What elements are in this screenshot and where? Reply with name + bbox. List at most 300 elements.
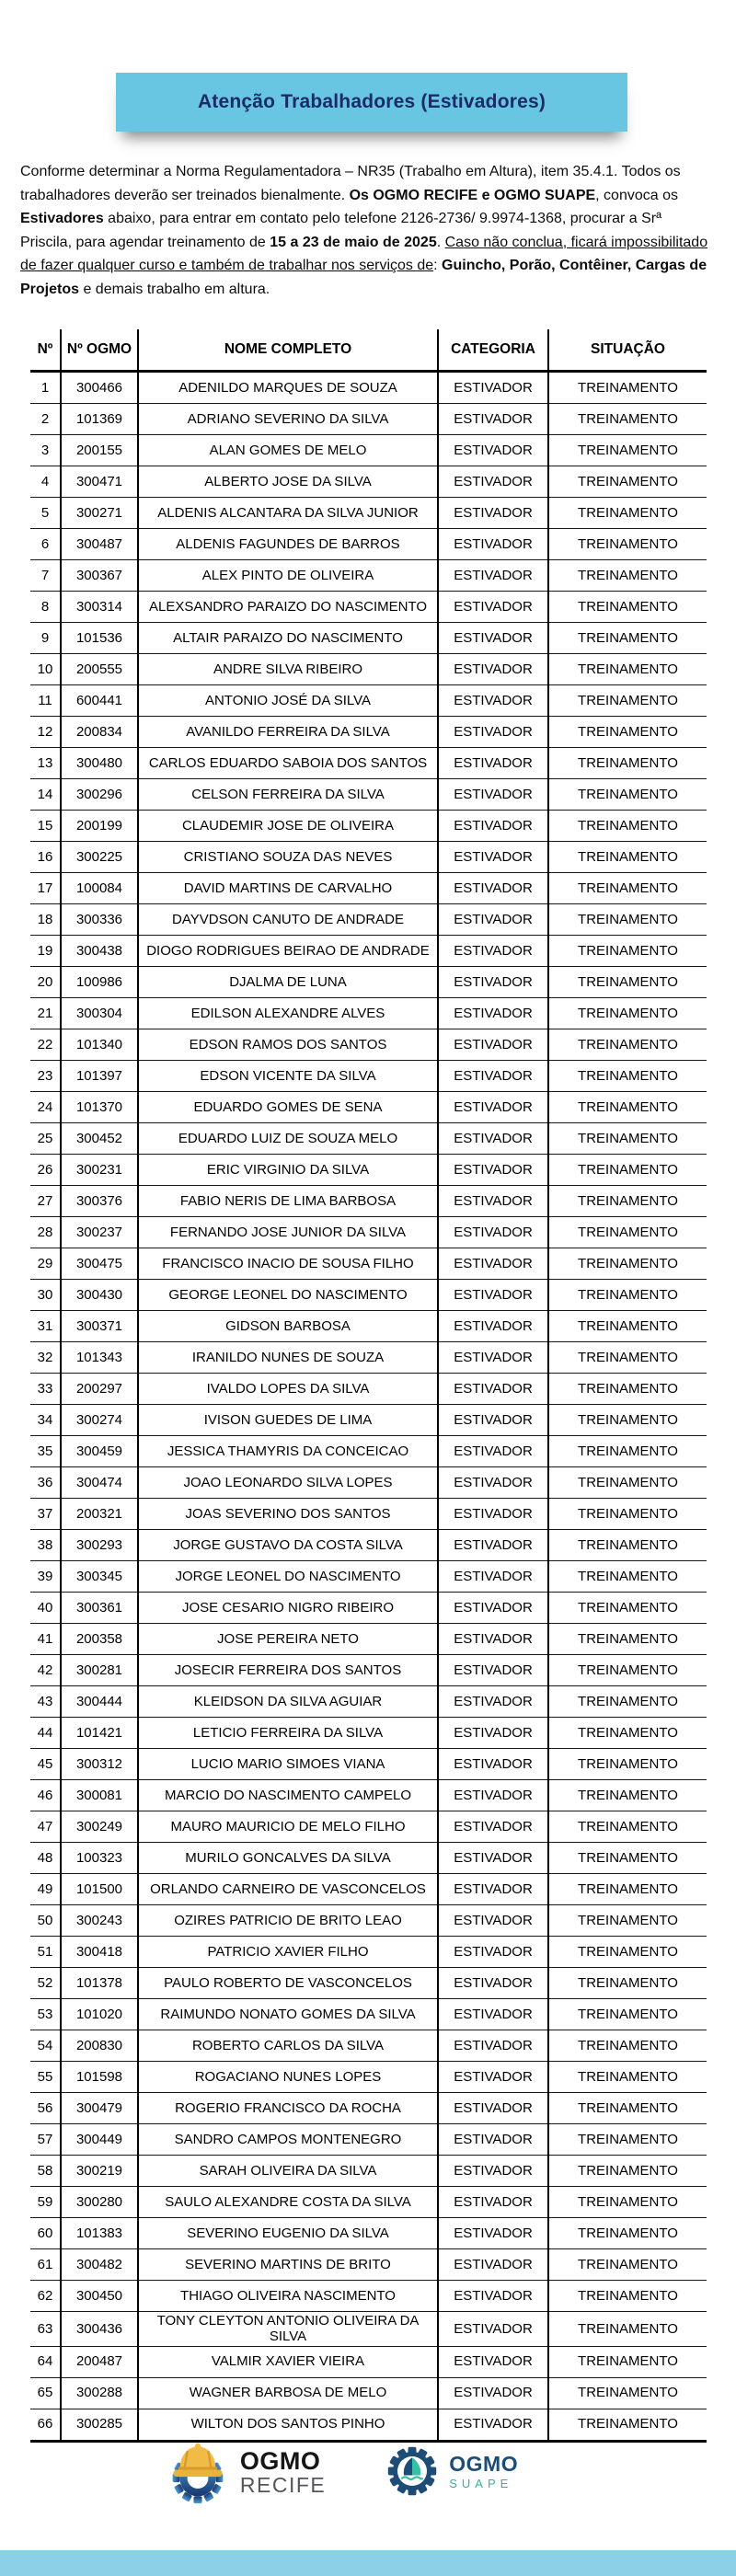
full-name: ROGERIO FRANCISCO DA ROCHA bbox=[138, 2093, 438, 2124]
full-name: ALAN GOMES DE MELO bbox=[138, 435, 438, 466]
ogmo-number: 101536 bbox=[61, 623, 138, 654]
category: ESTIVADOR bbox=[438, 372, 548, 404]
category: ESTIVADOR bbox=[438, 1530, 548, 1561]
category: ESTIVADOR bbox=[438, 967, 548, 998]
ogmo-number: 101370 bbox=[61, 1092, 138, 1123]
category: ESTIVADOR bbox=[438, 1780, 548, 1811]
ogmo-number: 300304 bbox=[61, 998, 138, 1029]
page-title: Atenção Trabalhadores (Estivadores) bbox=[197, 91, 546, 112]
category: ESTIVADOR bbox=[438, 1874, 548, 1905]
table-row bbox=[30, 1905, 707, 1937]
ogmo-number: 300459 bbox=[61, 1436, 138, 1467]
full-name: JOSE CESARIO NIGRO RIBEIRO bbox=[138, 1593, 438, 1624]
ogmo-number: 300482 bbox=[61, 2249, 138, 2281]
table-row bbox=[30, 967, 707, 998]
ogmo-number: 101383 bbox=[61, 2218, 138, 2249]
ogmo-number: 101598 bbox=[61, 2062, 138, 2093]
row-number: 22 bbox=[37, 1036, 53, 1052]
full-name: RAIMUNDO NONATO GOMES DA SILVA bbox=[138, 1999, 438, 2030]
workers-table bbox=[30, 329, 707, 2443]
category: ESTIVADOR bbox=[438, 2377, 548, 2409]
category: ESTIVADOR bbox=[438, 1186, 548, 1217]
status: TREINAMENTO bbox=[548, 1686, 707, 1718]
category: ESTIVADOR bbox=[438, 811, 548, 842]
status: TREINAMENTO bbox=[548, 1029, 707, 1061]
ogmo-recife-logo bbox=[163, 2436, 326, 2511]
category: ESTIVADOR bbox=[438, 435, 548, 466]
row-number: 55 bbox=[37, 2068, 53, 2085]
table-row bbox=[30, 1155, 707, 1186]
full-name: MAURO MAURICIO DE MELO FILHO bbox=[138, 1811, 438, 1843]
full-name: OZIRES PATRICIO DE BRITO LEAO bbox=[138, 1905, 438, 1937]
row-number: 9 bbox=[40, 629, 50, 646]
table-row bbox=[30, 1843, 707, 1874]
row-number: 63 bbox=[37, 2320, 53, 2337]
status: TREINAMENTO bbox=[548, 904, 707, 936]
table-row bbox=[30, 842, 707, 873]
category: ESTIVADOR bbox=[438, 1342, 548, 1374]
ogmo-number: 300444 bbox=[61, 1686, 138, 1718]
ogmo-number: 101397 bbox=[61, 1061, 138, 1092]
full-name: ADENILDO MARQUES DE SOUZA bbox=[138, 372, 438, 404]
row-number: 46 bbox=[37, 1787, 53, 1803]
ogmo-number: 300474 bbox=[61, 1467, 138, 1499]
ogmo-number: 300288 bbox=[61, 2377, 138, 2409]
full-name: ALBERTO JOSE DA SILVA bbox=[138, 466, 438, 498]
ogmo-number: 300336 bbox=[61, 904, 138, 936]
category: ESTIVADOR bbox=[438, 1999, 548, 2030]
row-number: 33 bbox=[37, 1380, 53, 1397]
full-name: JORGE LEONEL DO NASCIMENTO bbox=[138, 1561, 438, 1593]
row-number: 60 bbox=[37, 2225, 53, 2241]
status: TREINAMENTO bbox=[548, 873, 707, 904]
table-row bbox=[30, 1342, 707, 1374]
category: ESTIVADOR bbox=[438, 2093, 548, 2124]
row-number: 31 bbox=[37, 1317, 53, 1334]
status: TREINAMENTO bbox=[548, 560, 707, 592]
ogmo-number: 300371 bbox=[61, 1311, 138, 1342]
row-number: 61 bbox=[37, 2256, 53, 2272]
ogmo-number: 101378 bbox=[61, 1968, 138, 1999]
status: TREINAMENTO bbox=[548, 2377, 707, 2409]
category: ESTIVADOR bbox=[438, 1655, 548, 1686]
full-name: SEVERINO EUGENIO DA SILVA bbox=[138, 2218, 438, 2249]
suape-logo-title: OGMO bbox=[449, 2452, 519, 2477]
full-name: ROBERTO CARLOS DA SILVA bbox=[138, 2030, 438, 2062]
category: ESTIVADOR bbox=[438, 529, 548, 560]
status: TREINAMENTO bbox=[548, 779, 707, 811]
category: ESTIVADOR bbox=[438, 1248, 548, 1280]
ogmo-number: 300466 bbox=[61, 372, 138, 404]
category: ESTIVADOR bbox=[438, 2249, 548, 2281]
status: TREINAMENTO bbox=[548, 2124, 707, 2156]
row-number: 34 bbox=[37, 1411, 53, 1428]
category: ESTIVADOR bbox=[438, 873, 548, 904]
full-name: JORGE GUSTAVO DA COSTA SILVA bbox=[138, 1530, 438, 1561]
category: ESTIVADOR bbox=[438, 592, 548, 623]
table-row bbox=[30, 1561, 707, 1593]
table-row bbox=[30, 2218, 707, 2249]
col-header-status: SITUAÇÃO bbox=[548, 329, 707, 372]
full-name: JESSICA THAMYRIS DA CONCEICAO bbox=[138, 1436, 438, 1467]
table-row bbox=[30, 1780, 707, 1811]
category: ESTIVADOR bbox=[438, 1155, 548, 1186]
table-row bbox=[30, 2346, 707, 2377]
row-number: 66 bbox=[37, 2416, 53, 2432]
intro-segment: Guincho, Porão, Contêiner, Cargas de Projetos bbox=[20, 258, 707, 297]
table-row bbox=[30, 1968, 707, 1999]
page-title-banner bbox=[116, 73, 627, 132]
table-row bbox=[30, 1092, 707, 1123]
table-row bbox=[30, 1655, 707, 1686]
table-row bbox=[30, 560, 707, 592]
row-number: 45 bbox=[37, 1755, 53, 1772]
table-row bbox=[30, 1061, 707, 1092]
ogmo-number: 200555 bbox=[61, 654, 138, 685]
category: ESTIVADOR bbox=[438, 1374, 548, 1405]
row-number: 39 bbox=[37, 1568, 53, 1584]
row-number: 47 bbox=[37, 1818, 53, 1834]
intro-segment: Os OGMO RECIFE e OGMO SUAPE bbox=[349, 187, 596, 203]
table-row bbox=[30, 748, 707, 779]
table-row bbox=[30, 1029, 707, 1061]
table-row bbox=[30, 2312, 707, 2347]
full-name: CRISTIANO SOUZA DAS NEVES bbox=[138, 842, 438, 873]
ogmo-number: 300296 bbox=[61, 779, 138, 811]
intro-segment: . bbox=[436, 234, 445, 250]
row-number: 18 bbox=[37, 911, 53, 927]
category: ESTIVADOR bbox=[438, 1123, 548, 1155]
status: TREINAMENTO bbox=[548, 1999, 707, 2030]
full-name: CARLOS EDUARDO SABOIA DOS SANTOS bbox=[138, 748, 438, 779]
category: ESTIVADOR bbox=[438, 1811, 548, 1843]
bottom-bar bbox=[0, 2550, 736, 2576]
col-header-category: CATEGORIA bbox=[438, 329, 548, 372]
category: ESTIVADOR bbox=[438, 1905, 548, 1937]
table-row bbox=[30, 2156, 707, 2187]
status: TREINAMENTO bbox=[548, 1467, 707, 1499]
suape-logo-subtitle: SUAPE bbox=[449, 2477, 513, 2491]
category: ESTIVADOR bbox=[438, 1029, 548, 1061]
full-name: ROGACIANO NUNES LOPES bbox=[138, 2062, 438, 2093]
full-name: CLAUDEMIR JOSE DE OLIVEIRA bbox=[138, 811, 438, 842]
full-name: EDUARDO LUIZ DE SOUZA MELO bbox=[138, 1123, 438, 1155]
table-row bbox=[30, 2377, 707, 2409]
ogmo-number: 300243 bbox=[61, 1905, 138, 1937]
status: TREINAMENTO bbox=[548, 1186, 707, 1217]
status: TREINAMENTO bbox=[548, 1342, 707, 1374]
row-number: 30 bbox=[37, 1286, 53, 1303]
full-name: AVANILDO FERREIRA DA SILVA bbox=[138, 717, 438, 748]
full-name: LETICIO FERREIRA DA SILVA bbox=[138, 1718, 438, 1749]
category: ESTIVADOR bbox=[438, 1937, 548, 1968]
full-name: MARCIO DO NASCIMENTO CAMPELO bbox=[138, 1780, 438, 1811]
row-number: 44 bbox=[37, 1724, 53, 1741]
table-row bbox=[30, 1874, 707, 1905]
intro-segment: Conforme determinar a Norma Regulamentadora – NR35 (Trabalho em Altura), item 35.4.1. Todos os trabalhadores deverão ser treinados bienalmente. bbox=[20, 164, 681, 203]
intro-segment: Caso não conclua, ficará impossibilitado de fazer qualquer curso e também de trabalhar nos serviços de bbox=[20, 234, 708, 273]
status: TREINAMENTO bbox=[548, 1624, 707, 1655]
status: TREINAMENTO bbox=[548, 1155, 707, 1186]
full-name: TONY CLEYTON ANTONIO OLIVEIRA DA SILVA bbox=[138, 2312, 438, 2347]
ogmo-number: 300345 bbox=[61, 1561, 138, 1593]
category: ESTIVADOR bbox=[438, 1624, 548, 1655]
status: TREINAMENTO bbox=[548, 2030, 707, 2062]
table-row bbox=[30, 998, 707, 1029]
ogmo-number: 300231 bbox=[61, 1155, 138, 1186]
status: TREINAMENTO bbox=[548, 2346, 707, 2377]
row-number: 10 bbox=[37, 661, 53, 677]
category: ESTIVADOR bbox=[438, 748, 548, 779]
category: ESTIVADOR bbox=[438, 1686, 548, 1718]
ogmo-number: 100323 bbox=[61, 1843, 138, 1874]
row-number: 6 bbox=[40, 535, 50, 552]
full-name: ERIC VIRGINIO DA SILVA bbox=[138, 1155, 438, 1186]
row-number: 20 bbox=[37, 973, 53, 990]
category: ESTIVADOR bbox=[438, 466, 548, 498]
category: ESTIVADOR bbox=[438, 904, 548, 936]
full-name: SAULO ALEXANDRE COSTA DA SILVA bbox=[138, 2187, 438, 2218]
table-row bbox=[30, 435, 707, 466]
status: TREINAMENTO bbox=[548, 811, 707, 842]
row-number: 23 bbox=[37, 1067, 53, 1084]
ogmo-number: 101020 bbox=[61, 1999, 138, 2030]
ogmo-number: 300237 bbox=[61, 1217, 138, 1248]
status: TREINAMENTO bbox=[548, 623, 707, 654]
row-number: 14 bbox=[37, 786, 53, 802]
ogmo-number: 300376 bbox=[61, 1186, 138, 1217]
ogmo-number: 100084 bbox=[61, 873, 138, 904]
ogmo-number: 300418 bbox=[61, 1937, 138, 1968]
row-number: 35 bbox=[37, 1443, 53, 1459]
full-name: SANDRO CAMPOS MONTENEGRO bbox=[138, 2124, 438, 2156]
status: TREINAMENTO bbox=[548, 1968, 707, 1999]
status: TREINAMENTO bbox=[548, 748, 707, 779]
ogmo-number: 300249 bbox=[61, 1811, 138, 1843]
category: ESTIVADOR bbox=[438, 685, 548, 717]
table-row bbox=[30, 936, 707, 967]
ogmo-number: 300293 bbox=[61, 1530, 138, 1561]
table-row bbox=[30, 1718, 707, 1749]
row-number: 21 bbox=[37, 1005, 53, 1021]
full-name: ALEX PINTO DE OLIVEIRA bbox=[138, 560, 438, 592]
status: TREINAMENTO bbox=[548, 2409, 707, 2441]
status: TREINAMENTO bbox=[548, 2062, 707, 2093]
ogmo-number: 300361 bbox=[61, 1593, 138, 1624]
table-header-row bbox=[30, 329, 707, 372]
category: ESTIVADOR bbox=[438, 1561, 548, 1593]
ogmo-number: 300449 bbox=[61, 2124, 138, 2156]
row-number: 36 bbox=[37, 1474, 53, 1490]
category: ESTIVADOR bbox=[438, 2312, 548, 2347]
table-row bbox=[30, 2249, 707, 2281]
status: TREINAMENTO bbox=[548, 1811, 707, 1843]
table-row bbox=[30, 1186, 707, 1217]
row-number: 54 bbox=[37, 2037, 53, 2053]
status: TREINAMENTO bbox=[548, 1718, 707, 1749]
category: ESTIVADOR bbox=[438, 936, 548, 967]
status: TREINAMENTO bbox=[548, 435, 707, 466]
status: TREINAMENTO bbox=[548, 1123, 707, 1155]
status: TREINAMENTO bbox=[548, 1311, 707, 1342]
ogmo-number: 200358 bbox=[61, 1624, 138, 1655]
category: ESTIVADOR bbox=[438, 998, 548, 1029]
table-row bbox=[30, 1123, 707, 1155]
col-header-full-name: NOME COMPLETO bbox=[138, 329, 438, 372]
ogmo-number: 300314 bbox=[61, 592, 138, 623]
category: ESTIVADOR bbox=[438, 717, 548, 748]
table-row bbox=[30, 1499, 707, 1530]
status: TREINAMENTO bbox=[548, 2156, 707, 2187]
ogmo-number: 101340 bbox=[61, 1029, 138, 1061]
table-row bbox=[30, 2187, 707, 2218]
table-row bbox=[30, 654, 707, 685]
row-number: 42 bbox=[37, 1662, 53, 1678]
status: TREINAMENTO bbox=[548, 1530, 707, 1561]
status: TREINAMENTO bbox=[548, 1248, 707, 1280]
category: ESTIVADOR bbox=[438, 1718, 548, 1749]
full-name: EDSON VICENTE DA SILVA bbox=[138, 1061, 438, 1092]
ogmo-number: 100986 bbox=[61, 967, 138, 998]
helmet-gear-icon bbox=[163, 2436, 233, 2511]
col-header-ogmo-number: Nº OGMO bbox=[61, 329, 138, 372]
row-number: 3 bbox=[40, 442, 50, 458]
status: TREINAMENTO bbox=[548, 1280, 707, 1311]
status: TREINAMENTO bbox=[548, 2281, 707, 2312]
row-number: 25 bbox=[37, 1130, 53, 1146]
table-row bbox=[30, 1405, 707, 1436]
row-number: 26 bbox=[37, 1161, 53, 1178]
status: TREINAMENTO bbox=[548, 498, 707, 529]
table-row bbox=[30, 1467, 707, 1499]
ogmo-number: 101343 bbox=[61, 1342, 138, 1374]
status: TREINAMENTO bbox=[548, 1092, 707, 1123]
status: TREINAMENTO bbox=[548, 2312, 707, 2347]
table-row bbox=[30, 873, 707, 904]
table-row bbox=[30, 904, 707, 936]
table-row bbox=[30, 811, 707, 842]
table-row bbox=[30, 1811, 707, 1843]
category: ESTIVADOR bbox=[438, 2409, 548, 2441]
status: TREINAMENTO bbox=[548, 1436, 707, 1467]
category: ESTIVADOR bbox=[438, 1092, 548, 1123]
table-row bbox=[30, 1530, 707, 1561]
status: TREINAMENTO bbox=[548, 372, 707, 404]
row-number: 5 bbox=[40, 504, 50, 521]
status: TREINAMENTO bbox=[548, 1217, 707, 1248]
full-name: PAULO ROBERTO DE VASCONCELOS bbox=[138, 1968, 438, 1999]
category: ESTIVADOR bbox=[438, 2062, 548, 2093]
row-number: 52 bbox=[37, 1974, 53, 1991]
table-row bbox=[30, 1311, 707, 1342]
status: TREINAMENTO bbox=[548, 2093, 707, 2124]
category: ESTIVADOR bbox=[438, 1405, 548, 1436]
full-name: THIAGO OLIVEIRA NASCIMENTO bbox=[138, 2281, 438, 2312]
full-name: EDILSON ALEXANDRE ALVES bbox=[138, 998, 438, 1029]
ogmo-number: 300436 bbox=[61, 2312, 138, 2347]
ogmo-number: 300487 bbox=[61, 529, 138, 560]
table-row bbox=[30, 779, 707, 811]
status: TREINAMENTO bbox=[548, 1905, 707, 1937]
table-row bbox=[30, 1749, 707, 1780]
status: TREINAMENTO bbox=[548, 404, 707, 435]
status: TREINAMENTO bbox=[548, 1843, 707, 1874]
intro-segment: Estivadores bbox=[20, 211, 104, 226]
row-number: 19 bbox=[37, 942, 53, 959]
ogmo-number: 300281 bbox=[61, 1655, 138, 1686]
full-name: ALDENIS FAGUNDES DE BARROS bbox=[138, 529, 438, 560]
table-row bbox=[30, 1686, 707, 1718]
status: TREINAMENTO bbox=[548, 842, 707, 873]
status: TREINAMENTO bbox=[548, 592, 707, 623]
full-name: ALEXSANDRO PARAIZO DO NASCIMENTO bbox=[138, 592, 438, 623]
full-name: MURILO GONCALVES DA SILVA bbox=[138, 1843, 438, 1874]
table-row bbox=[30, 2124, 707, 2156]
row-number: 29 bbox=[37, 1255, 53, 1271]
full-name: FRANCISCO INACIO DE SOUSA FILHO bbox=[138, 1248, 438, 1280]
status: TREINAMENTO bbox=[548, 1749, 707, 1780]
ogmo-number: 300475 bbox=[61, 1248, 138, 1280]
status: TREINAMENTO bbox=[548, 529, 707, 560]
status: TREINAMENTO bbox=[548, 1593, 707, 1624]
full-name: WILTON DOS SANTOS PINHO bbox=[138, 2409, 438, 2441]
row-number: 62 bbox=[37, 2287, 53, 2304]
full-name: GEORGE LEONEL DO NASCIMENTO bbox=[138, 1280, 438, 1311]
row-number: 7 bbox=[40, 567, 50, 583]
ogmo-number: 101369 bbox=[61, 404, 138, 435]
row-number: 49 bbox=[37, 1880, 53, 1897]
row-number: 40 bbox=[37, 1599, 53, 1616]
ogmo-number: 200321 bbox=[61, 1499, 138, 1530]
full-name: FERNANDO JOSE JUNIOR DA SILVA bbox=[138, 1217, 438, 1248]
table-row bbox=[30, 1436, 707, 1467]
ogmo-number: 300471 bbox=[61, 466, 138, 498]
ogmo-number: 200297 bbox=[61, 1374, 138, 1405]
category: ESTIVADOR bbox=[438, 1749, 548, 1780]
status: TREINAMENTO bbox=[548, 1874, 707, 1905]
table-row bbox=[30, 1593, 707, 1624]
ogmo-number: 300480 bbox=[61, 748, 138, 779]
category: ESTIVADOR bbox=[438, 404, 548, 435]
category: ESTIVADOR bbox=[438, 2281, 548, 2312]
category: ESTIVADOR bbox=[438, 2187, 548, 2218]
table-row bbox=[30, 592, 707, 623]
category: ESTIVADOR bbox=[438, 498, 548, 529]
full-name: DAYVDSON CANUTO DE ANDRADE bbox=[138, 904, 438, 936]
ogmo-number: 300450 bbox=[61, 2281, 138, 2312]
ogmo-suape-logo bbox=[383, 2442, 518, 2505]
full-name: SEVERINO MARTINS DE BRITO bbox=[138, 2249, 438, 2281]
full-name: ORLANDO CARNEIRO DE VASCONCELOS bbox=[138, 1874, 438, 1905]
category: ESTIVADOR bbox=[438, 2124, 548, 2156]
category: ESTIVADOR bbox=[438, 1436, 548, 1467]
ogmo-number: 300219 bbox=[61, 2156, 138, 2187]
category: ESTIVADOR bbox=[438, 1217, 548, 1248]
intro-segment: 15 a 23 de maio de 2025 bbox=[270, 234, 437, 250]
full-name: JOAO LEONARDO SILVA LOPES bbox=[138, 1467, 438, 1499]
category: ESTIVADOR bbox=[438, 560, 548, 592]
table-row bbox=[30, 623, 707, 654]
table-row bbox=[30, 372, 707, 404]
full-name: FABIO NERIS DE LIMA BARBOSA bbox=[138, 1186, 438, 1217]
row-number: 11 bbox=[38, 692, 52, 708]
status: TREINAMENTO bbox=[548, 1780, 707, 1811]
full-name: DIOGO RODRIGUES BEIRAO DE ANDRADE bbox=[138, 936, 438, 967]
row-number: 4 bbox=[40, 473, 50, 489]
ogmo-number: 300280 bbox=[61, 2187, 138, 2218]
table-row bbox=[30, 1248, 707, 1280]
status: TREINAMENTO bbox=[548, 654, 707, 685]
